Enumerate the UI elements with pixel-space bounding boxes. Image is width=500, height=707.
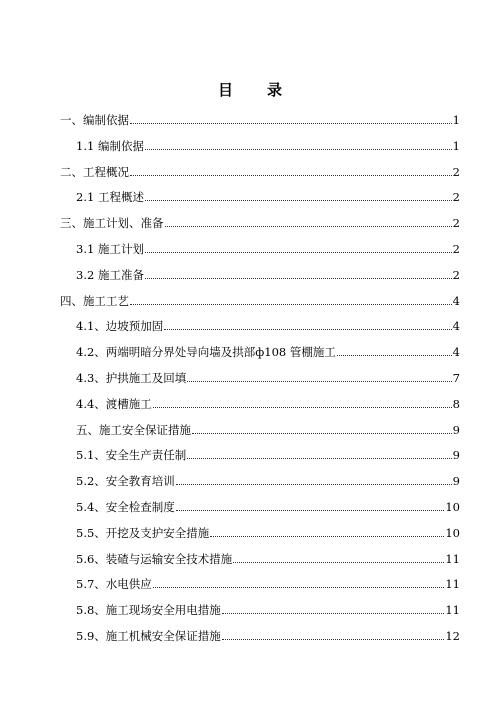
toc-entry[interactable]: [76, 499, 460, 515]
toc-entry[interactable]: [76, 241, 460, 257]
toc-title-part2: 录: [267, 81, 283, 99]
toc-entry-text: 4.2、两端明暗分界处导向墙及拱部ф108 管棚施工: [76, 345, 336, 360]
toc-leader-dots: [187, 381, 451, 382]
toc-entry-page-number: 9: [452, 448, 460, 463]
toc-entry-page-number: 2: [452, 216, 460, 231]
toc-entry-page-number: 4: [452, 345, 460, 360]
toc-entry[interactable]: [76, 602, 460, 618]
toc-entry-page-number: 10: [445, 500, 460, 514]
toc-entry-text: 二、工程概况: [60, 164, 129, 179]
toc-entry[interactable]: [76, 344, 460, 360]
toc-leader-dots: [210, 536, 444, 537]
toc-entry-text: 5.8、施工现场安全用电措施: [76, 603, 221, 618]
toc-entry-text: 2.1 工程概述: [76, 190, 144, 205]
toc-leader-dots: [187, 458, 451, 459]
toc-entry[interactable]: [76, 138, 460, 154]
toc-entry-page-number: 9: [452, 422, 460, 437]
toc-entry-page-number: 10: [445, 525, 460, 540]
toc-leader-dots: [130, 304, 452, 305]
toc-entry-text: 4.1、边坡预加固: [76, 319, 164, 334]
toc-entry-text: 5.4、安全检查制度: [76, 500, 175, 514]
toc-entry[interactable]: [60, 215, 460, 231]
toc-entry-page-number: 2: [452, 164, 460, 179]
toc-entry-page-number: 2: [452, 267, 460, 282]
toc-leader-dots: [222, 639, 445, 640]
toc-leader-dots: [153, 587, 445, 588]
toc-leader-dots: [153, 407, 452, 408]
toc-entry-page-number: 1: [452, 138, 460, 153]
toc-entry-text: 三、施工计划、准备: [60, 216, 164, 231]
toc-leader-dots: [165, 226, 452, 227]
toc-entry[interactable]: [76, 447, 460, 463]
toc-entry[interactable]: [60, 293, 460, 309]
toc-entry-page-number: 11: [445, 551, 460, 566]
toc-leader-dots: [145, 149, 452, 150]
toc-entry-text: 5.9、施工机械安全保证措施: [76, 629, 221, 643]
toc-title: [0, 79, 500, 100]
toc-entry-text: 一、编制依据: [60, 113, 129, 127]
toc-entry-page-number: 8: [452, 396, 460, 411]
toc-entry[interactable]: [76, 525, 460, 541]
toc-leader-dots: [192, 433, 452, 434]
toc-entry-page-number: 7: [452, 371, 460, 385]
toc-entry-text: 5.6、装碴与运输安全技术措施: [76, 551, 233, 566]
toc-entry[interactable]: [76, 628, 460, 644]
toc-entry[interactable]: [76, 551, 460, 567]
toc-leader-dots: [222, 613, 445, 614]
toc-leader-dots: [164, 329, 451, 330]
toc-leader-dots: [176, 484, 452, 485]
toc-entry-text: 3.1 施工计划: [76, 242, 144, 256]
toc-entry[interactable]: [76, 370, 460, 386]
toc-entry-page-number: 4: [452, 319, 460, 334]
toc-leader-dots: [145, 252, 452, 253]
toc-entry-text: 4.4、渡槽施工: [76, 396, 152, 411]
toc-leader-dots: [130, 175, 452, 176]
toc-entry-page-number: 11: [445, 603, 460, 618]
toc-entry-page-number: 12: [445, 629, 460, 643]
toc-entry[interactable]: [76, 422, 460, 438]
toc-entry[interactable]: [76, 318, 460, 334]
toc-title-part1: 目: [217, 81, 233, 99]
toc-leader-dots: [130, 123, 452, 124]
toc-entry[interactable]: [76, 473, 460, 489]
toc-entry-text: 5.2、安全教育培训: [76, 474, 175, 489]
toc-entry-text: 5.7、水电供应: [76, 577, 152, 592]
toc-entry[interactable]: [76, 189, 460, 205]
toc-entry-text: 3.2 施工准备: [76, 267, 144, 282]
toc-entry-page-number: 11: [445, 577, 460, 592]
toc-entry-text: 五、施工安全保证措施: [76, 422, 191, 437]
toc-entry[interactable]: [76, 576, 460, 592]
toc-leader-dots: [145, 200, 452, 201]
toc-entry-text: 4.3、护拱施工及回填: [76, 371, 187, 385]
toc-leader-dots: [337, 355, 452, 356]
toc-entry-text: 1.1 编制依据: [76, 138, 144, 153]
toc-entry-page-number: 9: [452, 474, 460, 489]
toc-entry-page-number: 2: [452, 242, 460, 256]
toc-entry[interactable]: [76, 267, 460, 283]
toc-entry-page-number: 4: [452, 293, 460, 308]
toc-entry-text: 四、施工工艺: [60, 293, 129, 308]
toc-entry-text: 5.1、安全生产责任制: [76, 448, 187, 463]
toc-entry[interactable]: [60, 164, 460, 180]
toc-leader-dots: [233, 562, 444, 563]
toc-entry-page-number: 1: [452, 113, 460, 127]
toc-leader-dots: [145, 278, 452, 279]
toc-entry-text: 5.5、开挖及支护安全措施: [76, 525, 210, 540]
toc-entry-page-number: 2: [452, 190, 460, 205]
toc-entry[interactable]: [60, 112, 460, 128]
toc-entry[interactable]: [76, 396, 460, 412]
toc-leader-dots: [176, 510, 445, 511]
